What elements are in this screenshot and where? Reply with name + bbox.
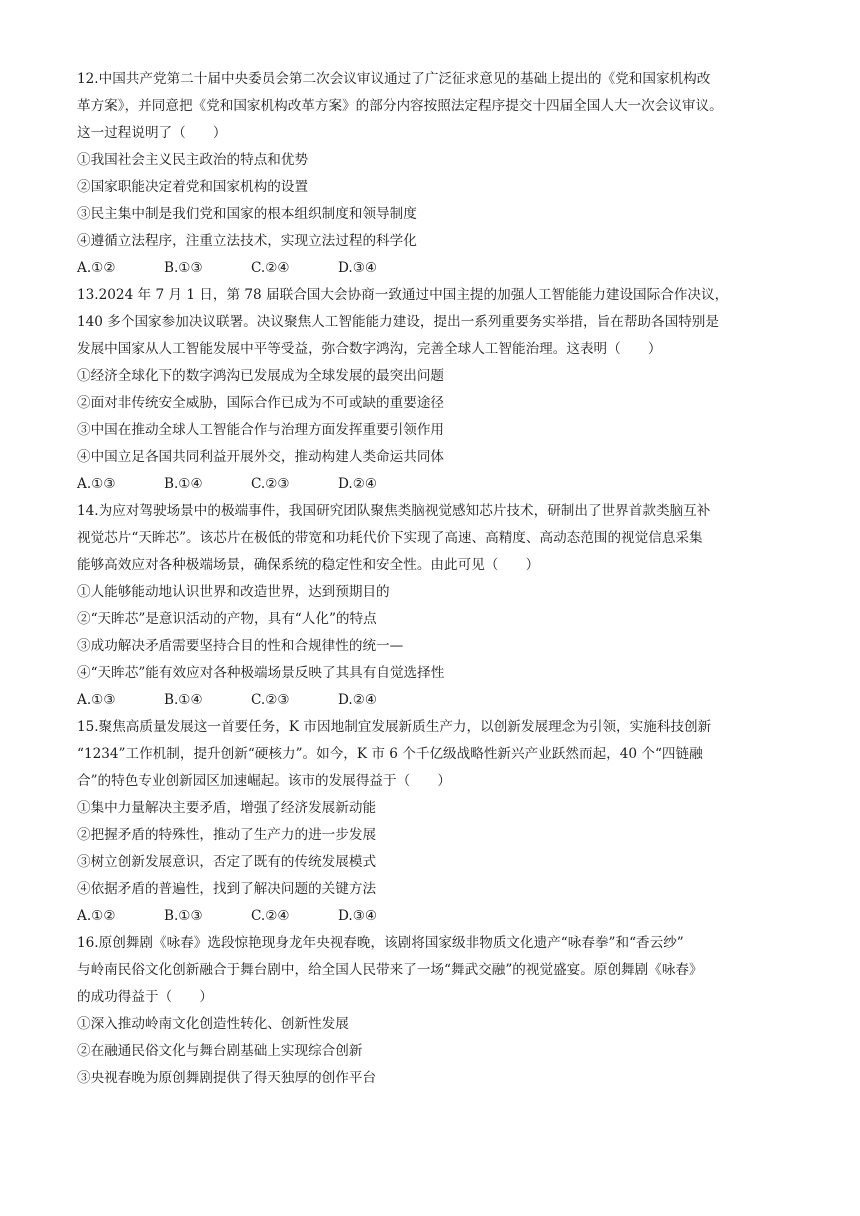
statement-option: ②在融通民俗文化与舞台剧基础上实现综合创新	[77, 1043, 363, 1059]
answer-choice-b: B.①③	[164, 260, 203, 276]
statement-option: ③央视春晚为原创舞剧提供了得天独厚的创作平台	[77, 1070, 377, 1086]
answer-choice-a: A.①③	[77, 692, 116, 708]
stem-line: 与岭南民俗文化创新融合于舞台剧中，给全国人民带来了一场“舞武交融”的视觉盛宴。原创舞剧《咏春》	[77, 962, 703, 978]
stem-line: 革方案》，并同意把《党和国家机构改革方案》的部分内容按照法定程序提交十四届全国人大一次会议审议。	[77, 98, 723, 114]
answer-choice-a: A.①②	[77, 908, 116, 924]
answer-choices	[77, 687, 785, 714]
stem-line: “1234”工作机制，提升创新“硬核力”。如今，K 市 6 个千亿级战略性新兴产业跃然而起，40 个“四链融	[77, 746, 703, 762]
answer-choice-c: C.②④	[251, 908, 290, 924]
question-stem	[77, 498, 785, 579]
stem-line: 能够高效应对各种极端场景，确保系统的稳定性和安全性。由此可见（ ）	[77, 557, 540, 573]
stem-line: 合”的特色专业创新园区加速崛起。该市的发展得益于（ ）	[77, 773, 451, 789]
question-12	[77, 66, 785, 282]
stem-line: 13.2024 年 7 月 1 日，第 78 届联合国大会协商一致通过中国主提的加强人工智能能力建设国际合作决议，	[77, 287, 729, 303]
answer-choice-c: C.②③	[251, 476, 290, 492]
stem-line: 发展中国家从人工智能发展中平等受益，弥合数字鸿沟，完善全球人工智能治理。这表明（ ）	[77, 341, 662, 357]
statement-option: ③树立创新发展意识，否定了既有的传统发展模式	[77, 854, 377, 870]
answer-choice-d: D.③④	[338, 908, 378, 924]
exam-page	[77, 66, 785, 1092]
answer-choice-d: D.③④	[338, 260, 378, 276]
statement-option: ③民主集中制是我们党和国家的根本组织制度和领导制度	[77, 206, 417, 222]
statement-option: ①人能够能动地认识世界和改造世界，达到预期目的	[77, 584, 390, 600]
statement-option: ④遵循立法程序，注重立法技术，实现立法过程的科学化	[77, 233, 417, 249]
question-15	[77, 714, 785, 930]
question-13	[77, 282, 785, 498]
statement-option: ①深入推动岭南文化创造性转化、创新性发展	[77, 1016, 349, 1032]
answer-choice-c: C.②④	[251, 260, 290, 276]
stem-line: 12.中国共产党第二十届中央委员会第二次会议审议通过了广泛征求意见的基础上提出的《党和国家机构改	[77, 71, 711, 87]
statement-option: ①我国社会主义民主政治的特点和优势	[77, 152, 309, 168]
statement-option: ④依据矛盾的普遍性，找到了解决问题的关键方法	[77, 881, 377, 897]
answer-choice-b: B.①④	[164, 692, 203, 708]
statement-option: ①经济全球化下的数字鸿沟已发展成为全球发展的最突出问题	[77, 368, 445, 384]
question-14	[77, 498, 785, 714]
stem-line: 15.聚焦高质量发展这一首要任务，K 市因地制宜发展新质生产力，以创新发展理念为引领，实施科技创新	[77, 719, 712, 735]
statement-option: ④“天眸芯”能有效应对各种极端场景反映了其具有自觉选择性	[77, 665, 445, 681]
answer-choices	[77, 255, 785, 282]
answer-choices	[77, 471, 785, 498]
answer-choice-a: A.①②	[77, 260, 116, 276]
answer-choice-d: D.②④	[338, 692, 378, 708]
question-stem	[77, 930, 785, 1011]
statement-option: ②“天眸芯”是意识活动的产物，具有“人化”的特点	[77, 611, 377, 627]
statement-option: ③成功解决矛盾需要坚持合目的性和合规律性的统一—	[77, 638, 404, 654]
statement-option: ④中国立足各国共同利益开展外交，推动构建人类命运共同体	[77, 449, 445, 465]
question-16	[77, 930, 785, 1092]
stem-line: 16.原创舞剧《咏春》选段惊艳现身龙年央视春晚，该剧将国家级非物质文化遗产“咏春拳”和“香云纱”	[77, 935, 684, 951]
question-stem	[77, 282, 785, 363]
stem-line: 14.为应对驾驶场景中的极端事件，我国研究团队聚焦类脑视觉感知芯片技术，研制出了世界首款类脑互补	[77, 503, 711, 519]
question-stem	[77, 714, 785, 795]
answer-choice-c: C.②③	[251, 692, 290, 708]
statement-option: ②国家职能决定着党和国家机构的设置	[77, 179, 309, 195]
answer-choice-b: B.①④	[164, 476, 203, 492]
answer-choice-b: B.①③	[164, 908, 203, 924]
stem-line: 这一过程说明了（ ）	[77, 125, 227, 141]
statement-option: ③中国在推动全球人工智能合作与治理方面发挥重要引领作用	[77, 422, 445, 438]
answer-choices	[77, 903, 785, 930]
answer-choice-d: D.②④	[338, 476, 378, 492]
statement-option: ①集中力量解决主要矛盾，增强了经济发展新动能	[77, 800, 377, 816]
question-stem	[77, 66, 785, 147]
statement-option: ②把握矛盾的特殊性，推动了生产力的进一步发展	[77, 827, 377, 843]
stem-line: 视觉芯片“天眸芯”。该芯片在极低的带宽和功耗代价下实现了高速、高精度、高动态范围的视觉信息采集	[77, 530, 703, 546]
stem-line: 的成功得益于（ ）	[77, 989, 213, 1005]
statement-option: ②面对非传统安全威胁，国际合作已成为不可或缺的重要途径	[77, 395, 445, 411]
stem-line: 140 多个国家参加决议联署。决议聚焦人工智能能力建设，提出一系列重要务实举措，旨在帮助各国特别是	[77, 314, 719, 330]
answer-choice-a: A.①③	[77, 476, 116, 492]
